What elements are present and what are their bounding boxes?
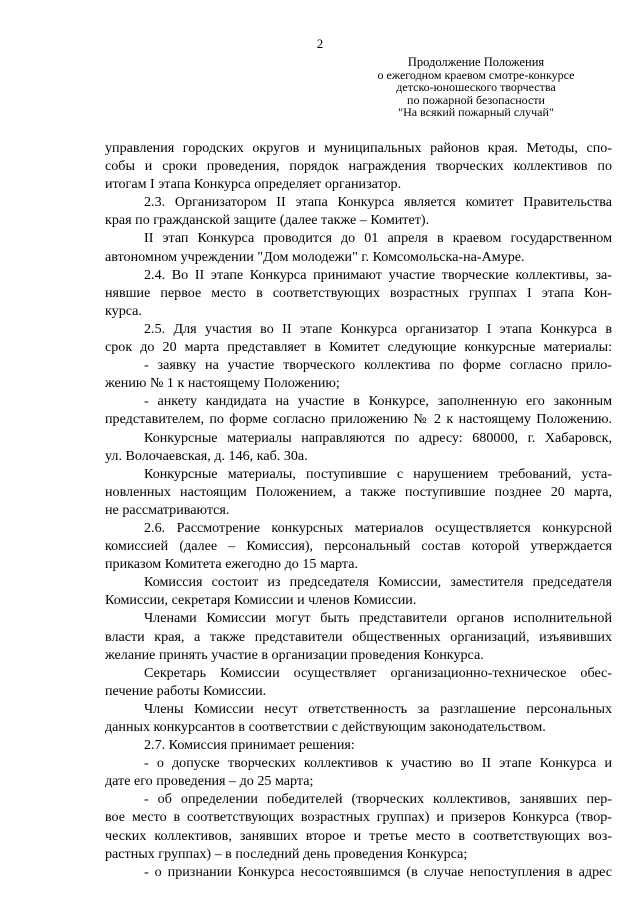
body-line: II этап Конкурса проводится до 01 апреля в краевом государственном bbox=[144, 230, 612, 247]
body-line: Комиссии, секретаря Комиссии и членов Комиссии. bbox=[105, 592, 417, 609]
body-line: ул. Волочаевская, д. 146, каб. 30а. bbox=[105, 447, 308, 464]
body-line: Секретарь Комиссии осуществляет организационно-техническое обес- bbox=[144, 664, 612, 681]
body-line: Конкурсные материалы направляются по адресу: 680000, г. Хабаровск, bbox=[144, 429, 612, 446]
body-line: курса. bbox=[105, 302, 142, 319]
body-line: 2.3. Организатором II этапа Конкурса является комитет Правительства bbox=[144, 194, 612, 211]
body-line: - заявку на участие творческого коллектива по форме согласно прило- bbox=[144, 357, 612, 374]
document-body bbox=[105, 139, 612, 881]
body-line: не рассматриваются. bbox=[105, 501, 230, 518]
page-number: 2 bbox=[316, 36, 324, 51]
body-line: вое место в соответствующих возрастных группах) и призеров Конкурса (твор- bbox=[105, 809, 612, 826]
body-line: края по гражданской защите (далее также – Комитет). bbox=[105, 212, 430, 229]
body-line: желание принять участие в организации проведения Конкурса. bbox=[105, 646, 484, 663]
body-line: Членами Комиссии могут быть представители органов исполнительной bbox=[144, 610, 612, 627]
body-line: автономном учреждении "Дом молодежи" г. Комсомольска-на-Амуре. bbox=[105, 248, 525, 265]
body-line: жению № 1 к настоящему Положению; bbox=[105, 375, 340, 392]
body-line: 2.7. Комиссия принимает решения: bbox=[144, 737, 355, 754]
body-line: растных группах) – в последний день проведения Конкурса; bbox=[105, 845, 468, 862]
body-line: - о допуске творческих коллективов к участию во II этапе Конкурса и bbox=[144, 755, 612, 772]
header-line: о ежегодном краевом смотре-конкурсе bbox=[377, 67, 575, 82]
body-line: Члены Комиссии несут ответственность за разглашение персональных bbox=[144, 700, 612, 717]
body-line: - об определении победителей (творческих коллективов, занявших пер- bbox=[144, 791, 612, 808]
body-line: управления городских округов и муниципальных районов края. Методы, спо- bbox=[105, 140, 612, 156]
document-header bbox=[356, 56, 596, 119]
body-line: печение работы Комиссии. bbox=[105, 682, 267, 699]
body-line: приказом Комитета ежегодно до 15 марта. bbox=[105, 556, 359, 573]
body-line: итогам I этапа Конкурса определяет организатор. bbox=[105, 176, 402, 193]
body-line: Конкурсные материалы, поступившие с нарушением требований, уста- bbox=[144, 465, 612, 482]
body-line: Комиссия состоит из председателя Комиссии, заместителя председателя bbox=[144, 574, 612, 591]
header-line: "На всякий пожарный случай" bbox=[398, 105, 554, 119]
body-line: 2.6. Рассмотрение конкурсных материалов осуществляется конкурсной bbox=[144, 519, 612, 536]
body-line: собы и сроки проведения, порядок награждения творческих коллективов по bbox=[105, 158, 612, 175]
body-line: 2.4. Во II этапе Конкурса принимают участие творческие коллективы, за- bbox=[144, 266, 612, 283]
body-line: новленных настоящим Положением, а также поступившие позднее 20 марта, bbox=[105, 483, 612, 500]
body-line: ческих коллективов, занявших второе и третье место в соответствующих воз- bbox=[105, 827, 612, 844]
body-line: данных конкурсантов в соответствии с действующим законодательством. bbox=[105, 719, 546, 735]
header-line: по пожарной безопасности bbox=[407, 92, 545, 107]
body-line: представителем, по форме согласно приложению № 2 к настоящему Положению. bbox=[105, 411, 612, 428]
body-line: комиссией (далее – Комиссия), персональный состав которой утверждается bbox=[105, 538, 612, 555]
body-line: власти края, а также представители общественных организаций, изъявивших bbox=[105, 628, 612, 645]
header-line: детско-юношеского творчества bbox=[396, 80, 556, 94]
body-line: 2.5. Для участия во II этапе Конкурса организатор I этапа Конкурса в bbox=[144, 320, 612, 337]
body-line: - анкету кандидата на участие в Конкурсе, заполненную его законным bbox=[144, 393, 612, 410]
body-line: дате его проведения – до 25 марта; bbox=[105, 773, 314, 790]
body-line: срок до 20 марта представляет в Комитет следующие конкурсные материалы: bbox=[105, 339, 612, 356]
body-line: - о признании Конкурса несостоявшимся (в случае непоступления в адрес bbox=[144, 863, 612, 880]
body-line: нявшие первое место в соответствующих возрастных группах I этапа Кон- bbox=[105, 284, 612, 301]
header-title: Продолжение Положения bbox=[407, 55, 545, 69]
